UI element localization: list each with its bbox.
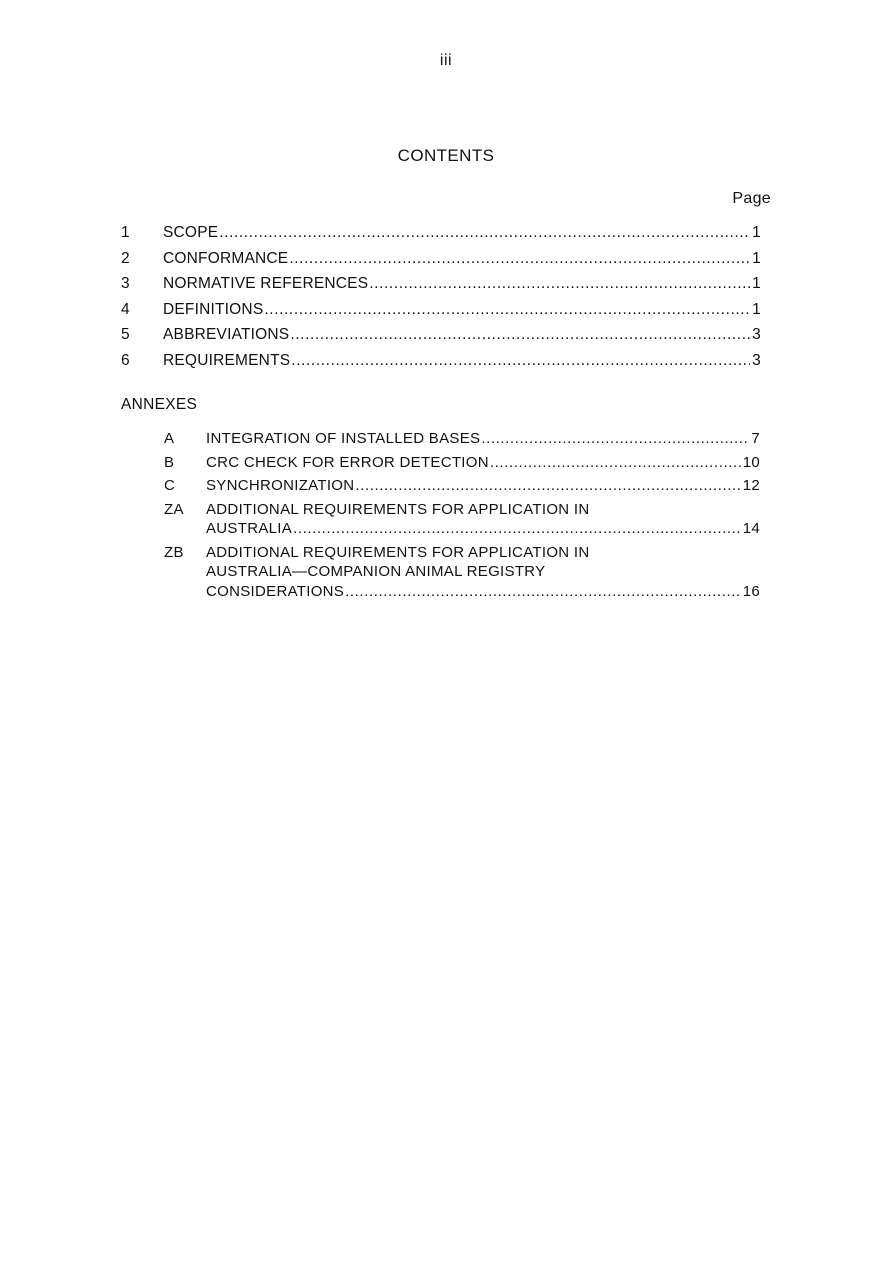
annex-code: A bbox=[164, 430, 175, 447]
annex-title-line: AUSTRALIA—COMPANION ANIMAL REGISTRY bbox=[206, 563, 546, 580]
annex-code: B bbox=[164, 453, 175, 471]
dot-leader bbox=[290, 326, 750, 344]
annex-entry-b[interactable] bbox=[164, 453, 760, 473]
annex-entry-a[interactable] bbox=[164, 429, 760, 449]
annexes-heading: ANNEXES bbox=[121, 396, 198, 413]
annex-title: CONSIDERATIONS bbox=[206, 582, 345, 600]
annex-code: ZB bbox=[164, 543, 184, 561]
dot-leader bbox=[355, 476, 740, 496]
toc-entry-requirements[interactable] bbox=[121, 352, 761, 378]
toc-entry-page: 1 bbox=[752, 224, 761, 241]
dot-leader bbox=[345, 582, 741, 602]
toc-entry-conformance[interactable] bbox=[121, 250, 761, 276]
annex-page: 7 bbox=[751, 430, 760, 447]
dot-leader bbox=[293, 519, 741, 539]
dot-leader bbox=[291, 352, 750, 370]
page-number: iii bbox=[439, 52, 453, 69]
toc-entry-title: REQUIREMENTS bbox=[163, 351, 291, 369]
dot-leader bbox=[490, 453, 741, 473]
annex-list bbox=[164, 429, 760, 605]
dot-leader bbox=[264, 301, 750, 319]
toc-entry-page: 3 bbox=[752, 351, 761, 369]
toc-entry-normative-references[interactable] bbox=[121, 275, 761, 301]
annex-code: C bbox=[164, 477, 176, 494]
annex-page: 12 bbox=[742, 477, 760, 494]
annex-entry-za[interactable] bbox=[164, 500, 760, 539]
toc-entry-page: 1 bbox=[752, 300, 761, 318]
toc-entry-number: 3 bbox=[121, 275, 130, 292]
toc-entry-title: CONFORMANCE bbox=[163, 249, 289, 267]
toc-entry-number: 4 bbox=[121, 300, 130, 318]
annex-page: 14 bbox=[742, 520, 760, 537]
annex-title: SYNCHRONIZATION bbox=[206, 477, 355, 494]
annex-entry-zb[interactable] bbox=[164, 543, 760, 602]
toc-entry-abbreviations[interactable] bbox=[121, 326, 761, 352]
toc-entry-number: 6 bbox=[121, 351, 130, 369]
toc-entry-page: 1 bbox=[752, 249, 761, 267]
dot-leader bbox=[481, 429, 749, 449]
dot-leader bbox=[219, 224, 750, 242]
annex-title: INTEGRATION OF INSTALLED BASES bbox=[206, 430, 481, 447]
toc-entry-number: 2 bbox=[121, 249, 130, 267]
annex-title-line: ADDITIONAL REQUIREMENTS FOR APPLICATION IN bbox=[206, 500, 590, 518]
annex-title-line: ADDITIONAL REQUIREMENTS FOR APPLICATION IN bbox=[206, 543, 590, 561]
toc-entry-number: 1 bbox=[121, 224, 130, 241]
toc-entry-title: SCOPE bbox=[163, 224, 219, 241]
dot-leader bbox=[289, 250, 750, 268]
annex-title: CRC CHECK FOR ERROR DETECTION bbox=[206, 453, 489, 471]
annex-code: ZA bbox=[164, 500, 184, 518]
toc-entry-number: 5 bbox=[121, 326, 130, 343]
toc-entry-definitions[interactable] bbox=[121, 301, 761, 327]
toc-entry-page: 3 bbox=[752, 326, 761, 343]
toc-entry-title: ABBREVIATIONS bbox=[163, 326, 290, 343]
toc-list bbox=[121, 224, 761, 377]
annex-page: 16 bbox=[742, 582, 760, 600]
dot-leader bbox=[369, 275, 750, 293]
toc-entry-title: NORMATIVE REFERENCES bbox=[163, 275, 369, 292]
page-column-label: Page bbox=[732, 190, 771, 207]
annex-entry-c[interactable] bbox=[164, 476, 760, 496]
annex-page: 10 bbox=[742, 453, 760, 471]
contents-heading: CONTENTS bbox=[397, 146, 495, 165]
toc-entry-scope[interactable] bbox=[121, 224, 761, 250]
toc-entry-title: DEFINITIONS bbox=[163, 300, 264, 318]
annex-title: AUSTRALIA bbox=[206, 520, 293, 537]
toc-entry-page: 1 bbox=[752, 275, 761, 292]
